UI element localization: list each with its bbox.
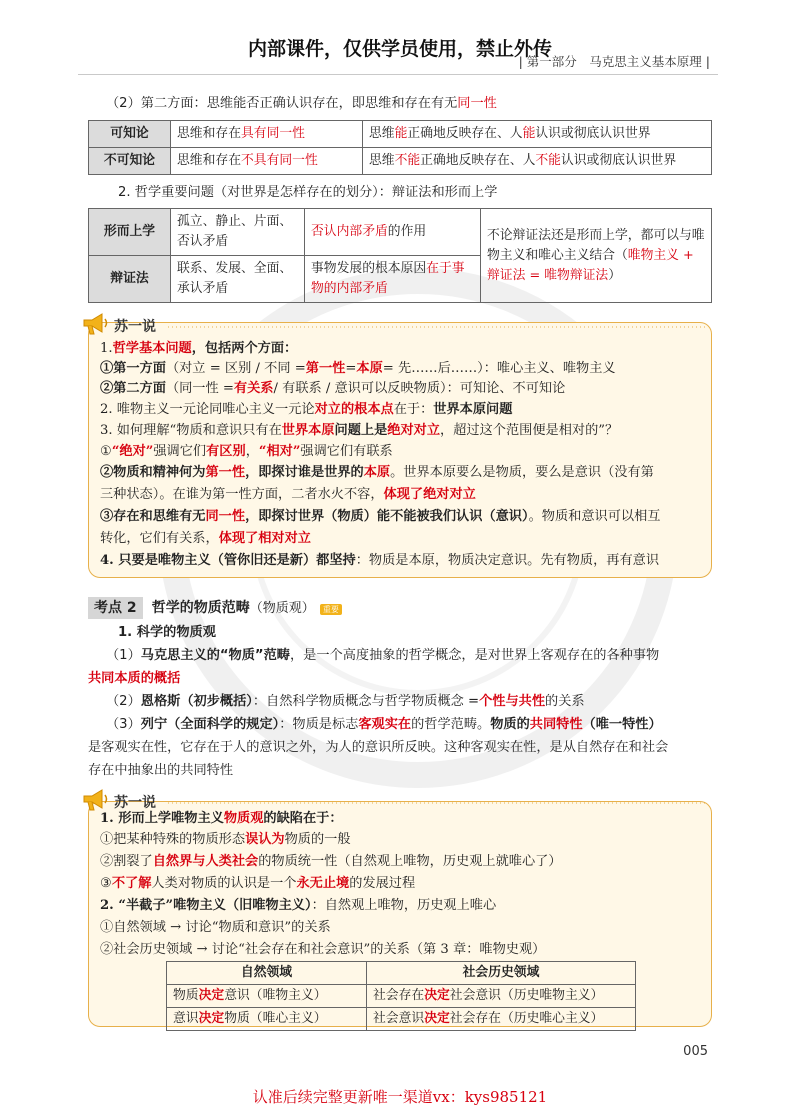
- table-cell-label: 可知论: [89, 121, 171, 148]
- badge-dotted-line: [168, 325, 708, 329]
- table-cell: 社会存在决定社会意识（历史唯物主义）: [367, 985, 636, 1008]
- box2-line: 2. “半截子”唯物主义（旧唯物主义）：自然观上唯物，历史观上唯心: [100, 898, 497, 913]
- table-cell-label: 辩证法: [89, 256, 171, 303]
- box2-line: ②割裂了自然界与人类社会的物质统一性（自然观上唯物，历史观上就唯心了）: [100, 854, 562, 869]
- box1-line: 3. 如何理解“物质和意识只有在世界本原问题上是绝对对立，超过这个范围便是相对的”？: [100, 423, 619, 438]
- box2-line: 1. 形而上学唯物主义物质观的缺陷在于：: [100, 811, 343, 826]
- kaodian-title: 哲学的物质范畴: [151, 600, 250, 616]
- box1-line: ②物质和精神何为第一性，即探讨谁是世界的本原。世界本原要么是物质，要么是意识（没有第: [100, 465, 654, 480]
- table-cell: 思维不能正确地反映存在、人不能认识或彻底认识世界: [363, 148, 712, 175]
- table-cell-label: 不可知论: [89, 148, 171, 175]
- box1-line: 1.哲学基本问题，包括两个方面：: [100, 341, 298, 356]
- table-row: [89, 148, 712, 175]
- box2-line: ③不了解人类对物质的认识是一个永无止境的发展过程: [100, 876, 416, 891]
- box1-line: 转化，它们有关系，体现了相对对立: [100, 531, 311, 546]
- note-badge: 苏一说: [114, 319, 156, 335]
- table-cell: 否认内部矛盾的作用: [305, 209, 481, 256]
- matter-para: 是客观实在性，它存在于人的意识之外，为人的意识所反映。这种客观实在性，是从自然存在和社会: [88, 740, 669, 755]
- note-badge: 苏一说: [114, 795, 156, 811]
- part-label: | 第一部分 马克思主义基本原理 |: [518, 54, 710, 69]
- table-header: 自然领域: [167, 962, 367, 985]
- page-number: 005: [683, 1044, 708, 1059]
- table-row: [167, 985, 636, 1008]
- important-tag: 重要: [320, 604, 342, 615]
- box1-line: 4. 只要是唯物主义（管你旧还是新）都坚持：物质是本原，物质决定意识。先有物质，再有意识: [100, 553, 660, 568]
- table-row: [167, 962, 636, 985]
- box1-line: 三种状态）。在谁为第一性方面，二者水火不容，体现了绝对对立: [100, 487, 476, 502]
- kaodian-note: （物质观）: [249, 601, 315, 616]
- matter-para: 存在中抽象出的共同特性: [88, 763, 234, 778]
- box2-line: ①把某种特殊的物质形态误认为物质的一般: [100, 832, 351, 847]
- box1-line: ①第一方面（对立 = 区别 / 不同 =第一性=本原= 先……后……）：唯心主义、唯物主义: [100, 361, 616, 376]
- table-row: [89, 209, 712, 256]
- matter-para: （1）马克思主义的“物质”范畴，是一个高度抽象的哲学概念，是对世界上客观存在的各种事物: [106, 648, 660, 663]
- table-cell: 思维和存在不具有同一性: [171, 148, 363, 175]
- box2-line: ②社会历史领域 → 讨论“社会存在和社会意识”的关系（第 3 章：唯物史观）: [100, 942, 546, 957]
- table-row: [167, 1008, 636, 1031]
- kaodian-heading: [88, 597, 342, 617]
- domain-table: [166, 961, 636, 1031]
- box1-line: 2. 唯物主义一元论同唯心主义一元论对立的根本点在于：世界本原问题: [100, 402, 513, 417]
- matter-para: 共同本质的概括: [88, 671, 181, 686]
- table-cell-merged: 不论辩证法还是形而上学，都可以与唯物主义和唯心主义结合（唯物主义 + 辩证法 = 唯物辩证法）: [481, 209, 712, 303]
- footer-channel-notice: 认准后续完整更新唯一渠道vx：kys985121: [252, 1088, 548, 1106]
- megaphone-icon: [80, 311, 110, 341]
- kaodian-label: 考点 2: [88, 597, 143, 619]
- table-cell: 思维和存在具有同一性: [171, 121, 363, 148]
- matter-heading: 1. 科学的物质观: [118, 625, 216, 640]
- table-cell: 事物发展的根本原因在于事物的内部矛盾: [305, 256, 481, 303]
- box1-line: ③存在和思维有无同一性，即探讨世界（物质）能不能被我们认识（意识）。物质和意识可以相互: [100, 509, 661, 524]
- table-cell: 孤立、静止、片面、否认矛盾: [171, 209, 305, 256]
- table-cell: 物质决定意识（唯物主义）: [167, 985, 367, 1008]
- section-heading: （2）第二方面：思维能否正确认识存在，即思维和存在有无同一性: [106, 96, 497, 111]
- table-cell: 社会意识决定社会存在（历史唯心主义）: [367, 1008, 636, 1031]
- matter-para: （3）列宁（全面科学的规定）：物质是标志客观实在的哲学范畴。物质的共同特性（唯一特性）: [106, 717, 662, 732]
- table-row: [89, 121, 712, 148]
- table-cell: 联系、发展、全面、承认矛盾: [171, 256, 305, 303]
- dialectics-table: [88, 208, 712, 303]
- page-header-title: 内部课件，仅供学员使用，禁止外传: [247, 38, 552, 60]
- table-header: 社会历史领域: [367, 962, 636, 985]
- table-cell-label: 形而上学: [89, 209, 171, 256]
- knowability-table: [88, 120, 712, 175]
- table-cell: 思维能正确地反映存在、人能认识或彻底认识世界: [363, 121, 712, 148]
- box1-line: ①“绝对”强调它们有区别，“相对”强调它们有联系: [100, 444, 393, 459]
- box1-line: ②第二方面（同一性 =有关系/ 有联系 / 意识可以反映物质）：可知论、不可知论: [100, 381, 566, 396]
- matter-para: （2）恩格斯（初步概括）：自然科学物质概念与哲学物质概念 =个性与共性的关系: [106, 694, 585, 709]
- badge-dotted-line: [168, 801, 708, 805]
- table-cell: 意识决定物质（唯心主义）: [167, 1008, 367, 1031]
- header-divider: [78, 74, 718, 75]
- item-important-question: 2. 哲学重要问题（对世界是怎样存在的划分）：辩证法和形而上学: [118, 185, 498, 200]
- box2-line: ①自然领域 → 讨论“物质和意识”的关系: [100, 920, 331, 935]
